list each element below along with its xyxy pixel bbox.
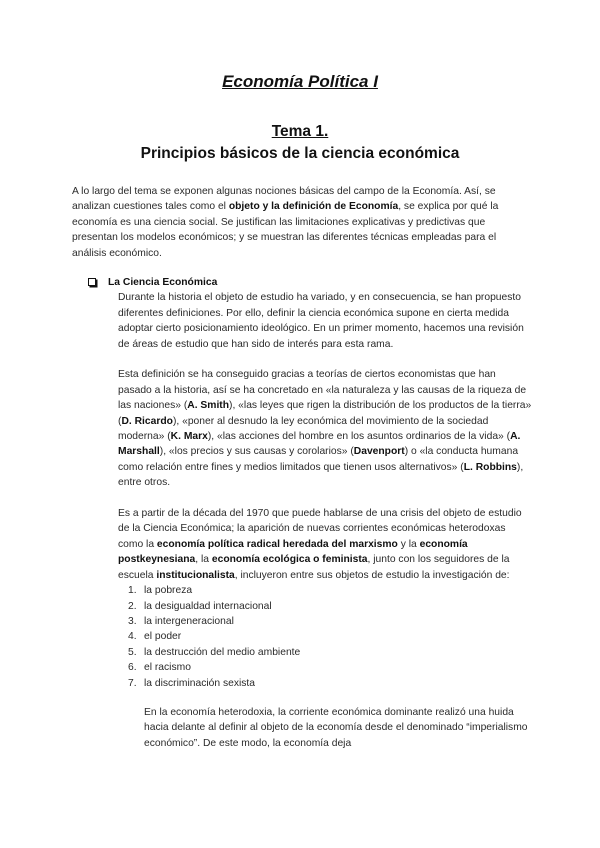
list-text: la pobreza <box>144 585 193 597</box>
intro-paragraph <box>72 184 532 261</box>
list-item <box>118 614 532 629</box>
chapter-number: Tema 1. <box>271 123 329 140</box>
list-number: 3. <box>128 615 137 627</box>
list-item <box>118 583 532 598</box>
bold-postkeynesian: economía postkeynesiana <box>118 538 468 566</box>
def-text-5: ), «los precios y sus causas y corolarios» ( <box>159 446 354 458</box>
list-item <box>118 676 532 691</box>
list-item <box>118 629 532 644</box>
list-number: 7. <box>128 677 137 689</box>
author-marx: K. Marx <box>170 431 208 443</box>
list-number: 6. <box>128 662 137 674</box>
bold-institutionalist: institucionalista <box>156 569 235 581</box>
section-heading <box>88 275 532 290</box>
author-robbins: L. Robbins <box>463 461 517 473</box>
bold-ecological-feminist: economía ecológica o feminista <box>211 554 368 566</box>
bold-radical-economy: economía política radical heredada del marxismo <box>156 538 398 550</box>
crisis-text-2: y la <box>397 538 420 550</box>
research-topics-list <box>118 583 532 691</box>
chapter-title: Principios básicos de la ciencia económica <box>140 145 460 162</box>
def-text-2: ), «las leyes que rigen la distribución de los productos de la tierra» ( <box>118 400 532 427</box>
chapter-heading <box>0 121 600 165</box>
list-item <box>118 599 532 614</box>
list-item <box>118 645 532 660</box>
intro-text-2: , se explica por qué la economía es una ciencia social. Se justifican las limitaciones explicativas y predictivas que presentan los modelos económicos; y se muestran las diferentes técnicas empleadas para el análisis económico. <box>72 201 499 259</box>
list-text: el poder <box>144 631 182 643</box>
crisis-text-5: , incluyeron entre sus objetos de estudio la investigación de: <box>234 569 510 581</box>
list-number: 2. <box>128 600 137 612</box>
section-ciencia-economica <box>88 275 532 751</box>
crisis-text-1: Es a partir de la década del 1970 que puede hablarse de una crisis del objeto de estudio de la Ciencia Económica; la aparición de nuevas corrientes económicas heterodoxas como la <box>118 508 522 550</box>
list-number: 5. <box>128 646 137 658</box>
list-text: la destrucción del medio ambiente <box>144 646 301 658</box>
author-smith: A. Smith <box>187 400 230 412</box>
def-text-3: ), «poner al desnudo la ley económica del movimiento de la sociedad moderna» ( <box>118 415 489 443</box>
list-text: el racismo <box>144 662 191 674</box>
document-title: Economía Política I <box>222 72 378 91</box>
intro-text-1: A lo largo del tema se exponen algunas nociones básicas del campo de la Economía. Así, se analizan cuestiones tales como el <box>72 186 496 213</box>
paragraph-crisis <box>118 506 532 583</box>
paragraph-heterodox: En la economía heterodoxia, la corriente económica dominante realizó una huida hacia delante al definir al objeto de la economía desde el denominado “imperialismo económico”. De este modo, la economía deja <box>144 706 528 749</box>
list-number: 1. <box>128 585 137 597</box>
def-text-6: ) o «la conducta humana como relación entre fines y medios limitados que tienen usos alternativos» ( <box>118 446 519 473</box>
list-item <box>118 660 532 675</box>
def-text-7: ), entre otros. <box>118 461 524 489</box>
def-text-4: ), «las acciones del hombre en los asuntos ordinarios de la vida» ( <box>207 431 511 443</box>
author-davenport: Davenport <box>353 446 405 458</box>
crisis-text-4: , junto con los seguidores de la escuela <box>118 554 510 581</box>
paragraph-definitions <box>118 367 532 490</box>
section-body <box>88 290 532 751</box>
list-text: la desigualdad internacional <box>144 600 272 612</box>
square-bullet-icon <box>88 278 96 286</box>
list-number: 4. <box>128 631 137 643</box>
list-text: la discriminación sexista <box>144 677 256 689</box>
list-text: la intergeneracional <box>144 615 234 627</box>
author-marshall: A. Marshall <box>118 431 521 458</box>
author-ricardo: D. Ricardo <box>121 415 173 427</box>
crisis-text-3: , la <box>195 554 212 566</box>
def-text-1: Esta definición se ha conseguido gracias a teorías de ciertos economistas que han pasado a la historia, así se ha concretado en «la naturaleza y las causas de la riqueza de las naciones» ( <box>118 369 527 412</box>
section-heading-label: La Ciencia Económica <box>108 277 218 288</box>
intro-bold-definition: objeto y la definición de Economía <box>228 201 399 213</box>
paragraph-history: Durante la historia el objeto de estudio ha variado, y en consecuencia, se han propuesto diferentes definiciones. Por ello, definir la ciencia económica supone en cierta medida adoptar cierto posicionamiento ideológico. En un primer momento, hacemos una revisión de áreas de estudio que han sido de interés para esta rama. <box>118 292 524 350</box>
